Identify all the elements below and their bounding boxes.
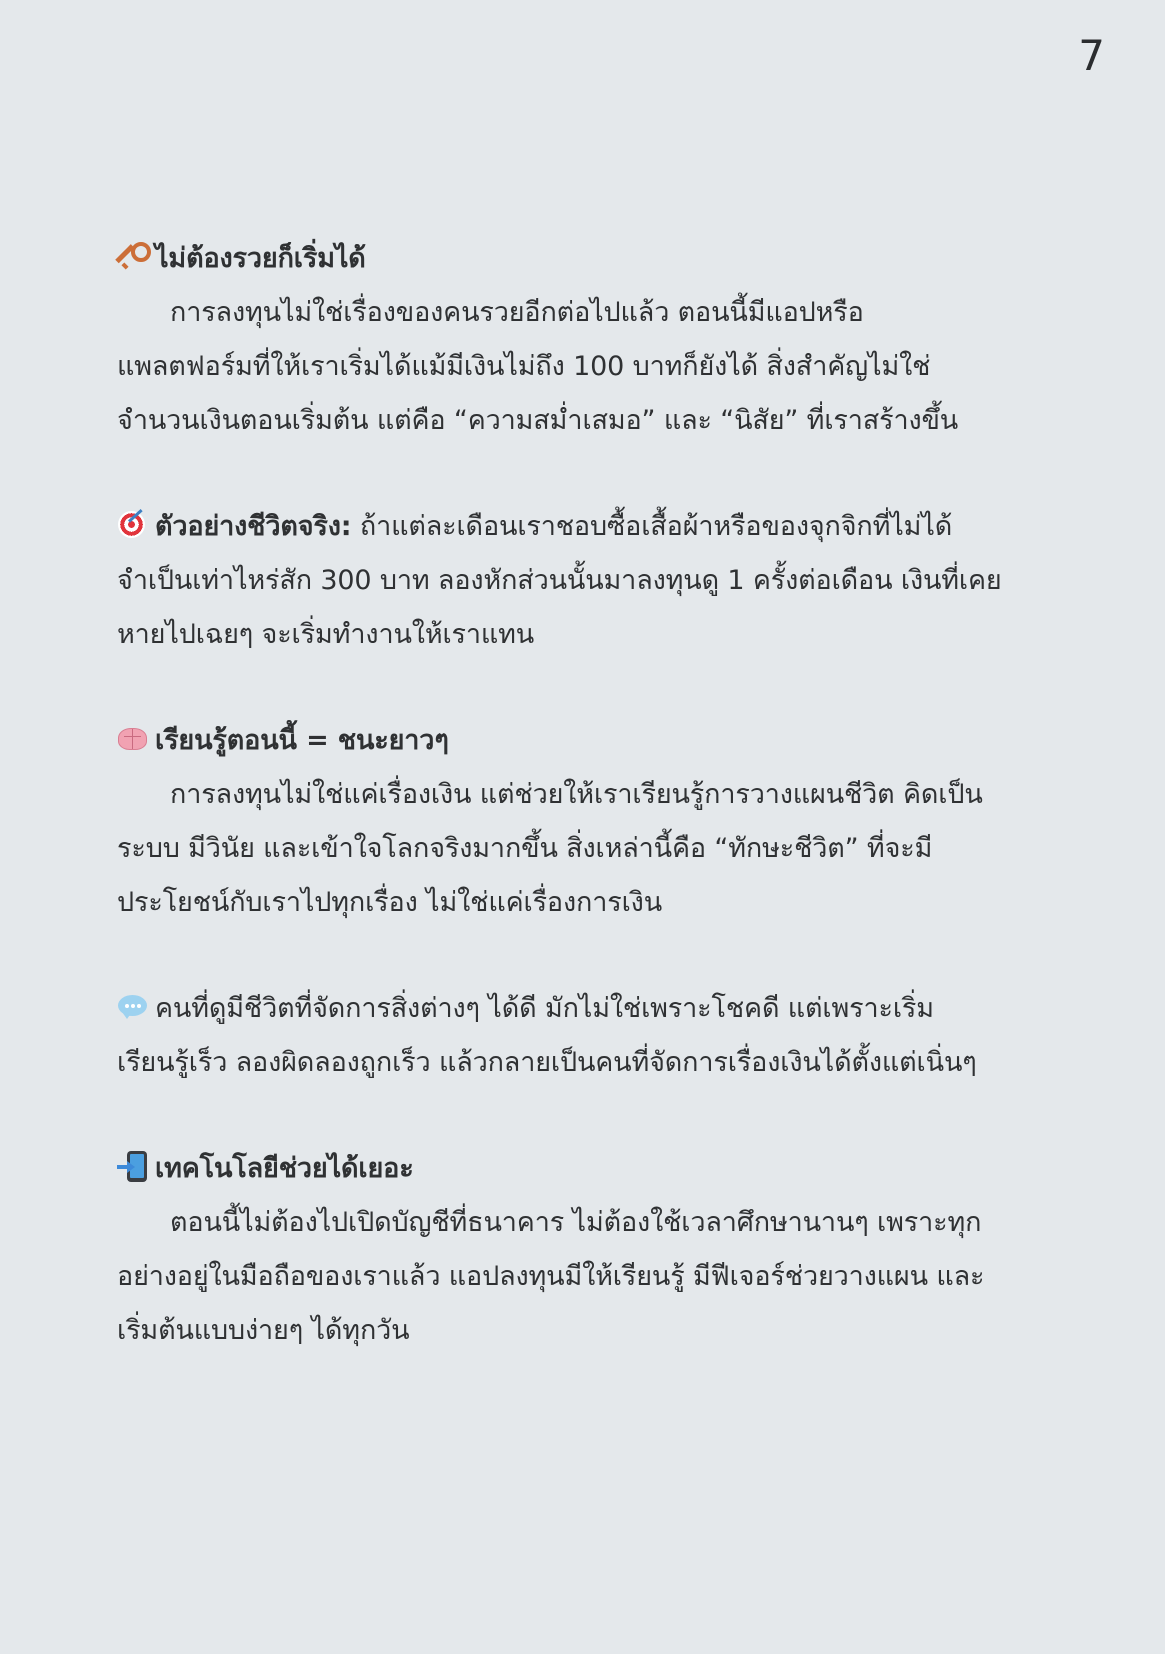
section-heading [117,1142,1047,1196]
paragraph-line: จำนวนเงินตอนเริ่มต้น แต่คือ “ความสม่ำเสมอ” และ “นิสัย” ที่เราสร้างขึ้น [117,405,959,436]
paragraph-line: เรียนรู้เร็ว ลองผิดลองถูกเร็ว แล้วกลายเป็นคนที่จัดการเรื่องเงินได้ตั้งแต่เนิ่นๆ [117,1047,977,1078]
section-heading-text: ไม่ต้องรวยก็เริ่มได้ [155,243,366,274]
section-heading [117,714,1047,768]
speech-bubble-icon [117,991,148,1022]
paragraph-line: หายไปเฉยๆ จะเริ่มทำงานให้เราแทน [117,619,535,650]
paragraph-lead-line [117,982,1047,1036]
section-start-without-being-rich [117,232,1047,448]
target-icon [117,509,148,540]
brain-icon [117,723,148,754]
paragraph-line: ประโยชน์กับเราไปทุกเรื่อง ไม่ใช่แค่เรื่องการเงิน [117,887,663,918]
paragraph-line: ตอนนี้ไม่ต้องไปเปิดบัญชีที่ธนาคาร ไม่ต้องใช้เวลาศึกษานานๆ เพราะทุก [170,1207,982,1238]
paragraph-text: ถ้าแต่ละเดือนเราชอบซื้อเสื้อผ้าหรือของจุกจิกที่ไม่ได้ [359,511,953,542]
paragraph-lead-line [117,500,1047,554]
key-icon [117,241,148,272]
section-managing-life-well [117,982,1047,1090]
lead-label: ตัวอย่างชีวิตจริง: [155,511,352,542]
mobile-arrow-icon [117,1151,148,1182]
paragraph-line: ระบบ มีวินัย และเข้าใจโลกจริงมากขึ้น สิ่งเหล่านี้คือ “ทักษะชีวิต” ที่จะมี [117,833,933,864]
section-heading-text: เทคโนโลยีช่วยได้เยอะ [155,1153,414,1184]
paragraph-text: คนที่ดูมีชีวิตที่จัดการสิ่งต่างๆ ได้ดี มักไม่ใช่เพราะโชคดี แต่เพราะเริ่ม [155,993,934,1024]
paragraph-line: การลงทุนไม่ใช่แค่เรื่องเงิน แต่ช่วยให้เราเรียนรู้การวางแผนชีวิต คิดเป็น [170,779,983,810]
section-heading-text: เรียนรู้ตอนนี้ = ชนะยาวๆ [155,725,449,756]
section-technology-helps [117,1142,1047,1358]
paragraph-line: การลงทุนไม่ใช่เรื่องของคนรวยอีกต่อไปแล้ว ตอนนี้มีแอปหรือ [170,297,864,328]
paragraph-line: เริ่มต้นแบบง่ายๆ ได้ทุกวัน [117,1315,410,1346]
paragraph-line: จำเป็นเท่าไหร่สัก 300 บาท ลองหักส่วนนั้นมาลงทุนดู 1 ครั้งต่อเดือน เงินที่เคย [117,565,1002,596]
section-heading [117,232,1047,286]
paragraph-line: อย่างอยู่ในมือถือของเราแล้ว แอปลงทุนมีให้เรียนรู้ มีฟีเจอร์ช่วยวางแผน และ [117,1261,985,1292]
section-learn-now [117,714,1047,930]
paragraph-line: แพลตฟอร์มที่ให้เราเริ่มได้แม้มีเงินไม่ถึง 100 บาทก็ยังได้ สิ่งสำคัญไม่ใช่ [117,351,931,382]
section-real-life-example [117,500,1047,662]
page-number: 7 [1078,31,1105,80]
